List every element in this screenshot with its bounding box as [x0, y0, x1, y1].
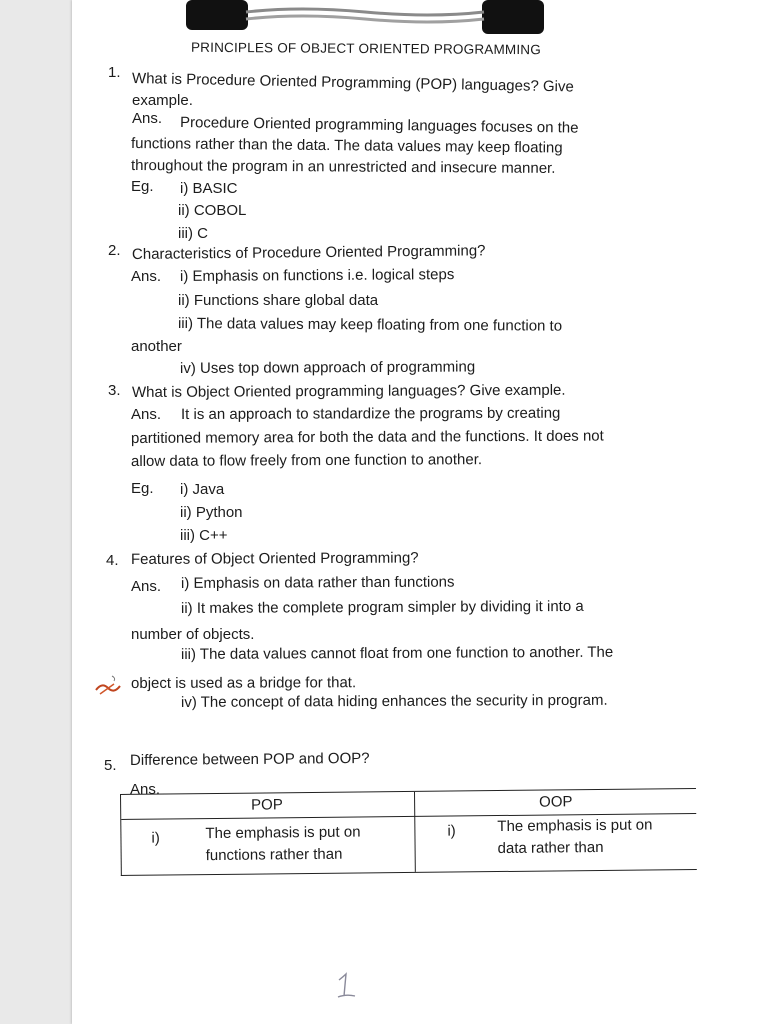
answer-point: ii) Functions share global data [178, 292, 379, 309]
example-label: Eg. [131, 480, 154, 497]
question-number: 3. [108, 382, 121, 399]
question-number: 5. [104, 757, 117, 774]
answer-point: number of objects. [131, 626, 255, 643]
question-text: example. [132, 92, 193, 109]
answer-text: partitioned memory area for both the data and the functions. It does not [130, 427, 604, 447]
question-number: 2. [108, 242, 121, 259]
comparison-table [120, 788, 697, 876]
table-header-oop: OOP [539, 793, 573, 811]
example-item: ii) Python [180, 504, 243, 521]
table-cell-pop-number: i) [151, 829, 160, 847]
table-cell-pop-text: functions rather than [205, 845, 343, 865]
table-cell-oop-text: The emphasis is put on [497, 816, 653, 836]
answer-label: Ans. [132, 110, 163, 127]
question-text: Features of Object Oriented Programming? [130, 549, 419, 568]
answer-text: Procedure Oriented programming languages focuses on the [179, 114, 579, 137]
question-text: What is Object Oriented programming languages? Give example. [131, 381, 566, 401]
answer-point: i) Emphasis on data rather than functions [180, 573, 455, 592]
answer-point: ii) It makes the complete program simpler by dividing it into a [180, 597, 584, 617]
answer-point: iv) Uses top down approach of programming [179, 358, 476, 377]
answer-text: throughout the program in an unrestricted and insecure manner. [130, 157, 556, 177]
answer-label: Ans. [130, 781, 161, 798]
answer-point: i) Emphasis on functions i.e. logical steps [179, 266, 455, 285]
answer-point: object is used as a bridge for that. [130, 674, 357, 692]
pen-scribble-icon [94, 672, 124, 698]
page-title: PRINCIPLES OF OBJECT ORIENTED PROGRAMMING [190, 39, 542, 58]
answer-label: Ans. [131, 406, 162, 423]
table-header-pop: POP [251, 796, 283, 814]
answer-text: allow data to flow freely from one function to another. [130, 451, 483, 470]
handwritten-page-number-icon [330, 970, 360, 1000]
question-number: 4. [106, 552, 119, 569]
answer-text: It is an approach to standardize the programs by creating [180, 404, 561, 423]
page-number [330, 970, 360, 1005]
page-number-text [330, 970, 331, 971]
question-number: 1. [108, 64, 121, 81]
table-divider [414, 792, 416, 872]
example-item: ii) COBOL [178, 202, 247, 219]
answer-text: functions rather than the data. The data values may keep floating [130, 135, 563, 157]
binder-clip-icon [180, 0, 550, 36]
example-item: iii) C++ [180, 527, 228, 544]
answer-point: iv) The concept of data hiding enhances the security in program. [180, 691, 608, 711]
table-cell-oop-number: i) [447, 822, 456, 840]
answer-point: another [131, 338, 182, 355]
answer-label: Ans. [131, 578, 162, 595]
question-text: What is Procedure Oriented Programming (POP) languages? Give [131, 70, 574, 96]
example-label: Eg. [131, 178, 154, 195]
question-text: Characteristics of Procedure Oriented Programming? [131, 242, 486, 263]
answer-point: iii) The data values may keep floating from one function to [177, 315, 563, 335]
question-text: Difference between POP and OOP? [129, 749, 370, 769]
table-cell-oop-text: data rather than [497, 838, 604, 858]
example-item: iii) C [178, 225, 208, 242]
table-cell-pop-text: The emphasis is put on [205, 823, 361, 843]
example-item: i) Java [180, 481, 225, 498]
answer-label: Ans. [131, 268, 162, 285]
answer-point: iii) The data values cannot float from one function to another. The [180, 643, 614, 663]
example-item: i) BASIC [180, 180, 238, 197]
